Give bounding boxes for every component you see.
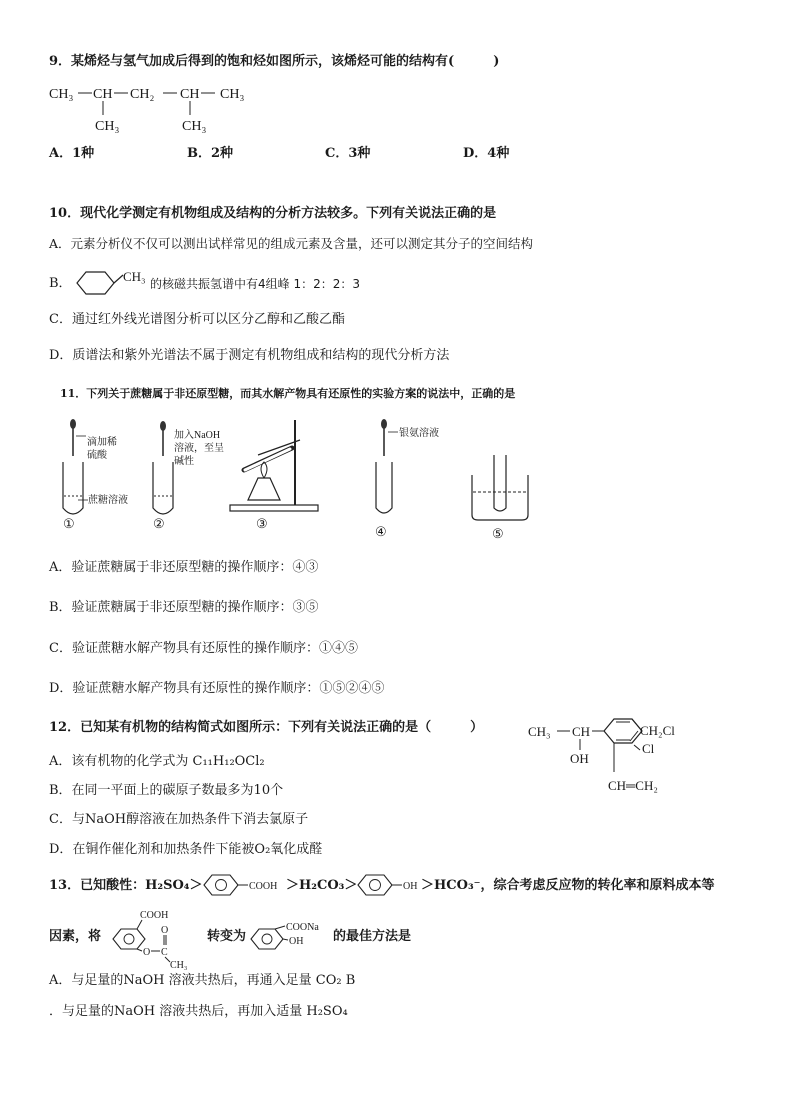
q10-option-d: D．质谱法和紫外光谱法不属于测定有机物组成和结构的现代分析方法 bbox=[49, 348, 450, 363]
q13-line1-part2: ＞H₂CO₃＞ bbox=[286, 878, 358, 893]
q11-option-d: D．验证蔗糖水解产物具有还原性的操作顺序：①⑤②④⑤ bbox=[49, 681, 385, 696]
q12-option-c: C．与NaOH醇溶液在加热条件下消去氯原子 bbox=[49, 812, 309, 827]
q10-stem: 10．现代化学测定有机物组成及结构的分析方法较多。下列有关说法正确的是 bbox=[49, 206, 497, 221]
q12-oh: OH bbox=[570, 751, 589, 766]
cooh-label-1: COOH bbox=[249, 881, 278, 892]
q9-ch2: CH₂ bbox=[130, 87, 155, 102]
label-naoh-2: 溶液，至呈 bbox=[174, 443, 224, 454]
q12-vinyl: CH═CH₂ bbox=[608, 778, 658, 793]
oh-label-2: OH bbox=[289, 936, 304, 947]
num-3: ③ bbox=[256, 516, 268, 531]
q13-option-a: A．与足量的NaOH 溶液共热后，再通入足量 CO₂ B bbox=[49, 973, 356, 988]
q13-line1-part1: 13．已知酸性：H₂SO₄＞ bbox=[49, 878, 203, 893]
label-silver-ammonia: 银氨溶液 bbox=[399, 428, 439, 439]
q9-ch-1: CH bbox=[93, 87, 113, 102]
q10-option-b-prefix: B． bbox=[49, 276, 72, 291]
q10-option-c: C．通过红外线光谱图分析可以区分乙醇和乙酸乙酯 bbox=[49, 312, 345, 327]
q9-option-d: D．4种 bbox=[463, 146, 510, 161]
q9-ch-2: CH bbox=[180, 87, 200, 102]
q9-ch3-right: CH₃ bbox=[220, 87, 245, 102]
q9-option-b: B．2种 bbox=[187, 146, 234, 161]
q12-option-b: B．在同一平面上的碳原子数最多为10个 bbox=[49, 783, 284, 798]
q13-option-b: ．与足量的NaOH 溶液共热后，再加入适量 H₂SO₄ bbox=[49, 1004, 348, 1019]
ester-carbonyl-o: O bbox=[161, 925, 169, 936]
coona-label: COONa bbox=[286, 922, 319, 933]
q9-option-c: C．3种 bbox=[325, 146, 371, 161]
num-4: ④ bbox=[375, 524, 387, 539]
q12-stem: 12．已知某有机物的结构简式如图所示：下列有关说法正确的是（ ） bbox=[49, 720, 484, 735]
ester-o: O bbox=[143, 947, 151, 958]
q12-cl: Cl bbox=[642, 741, 655, 756]
q10-option-a: A．元素分析仪不仅可以测出试样常见的组成元素及含量，还可以测定其分子的空间结构 bbox=[49, 236, 534, 251]
q9-stem: 9．某烯烃与氢气加成后得到的饱和烃如图所示，该烯烃可能的结构有( ) bbox=[49, 54, 500, 69]
q10-option-b-text: 的核磁共振氢谱中有4组峰 1：2：2：3 bbox=[150, 277, 360, 291]
num-1: ① bbox=[63, 516, 75, 531]
q9-sub-ch3-2: CH₃ bbox=[182, 119, 207, 134]
label-dilute-acid-1: 滴加稀 bbox=[87, 437, 117, 448]
cooh-label-2: COOH bbox=[140, 910, 169, 921]
label-naoh-3: 碱性 bbox=[174, 456, 194, 467]
label-sucrose: 蔗糖溶液 bbox=[88, 495, 128, 506]
q13-line1-part3: ＞HCO₃⁻，综合考虑反应物的转化率和原料成本等 bbox=[421, 878, 715, 893]
q9-option-a: A．1种 bbox=[49, 146, 95, 161]
q11-stem: 11．下列关于蔗糖属于非还原型糖，而其水解产物具有还原性的实验方案的说法中，正确的是 bbox=[60, 387, 516, 400]
q11-option-a: A．验证蔗糖属于非还原型糖的操作顺序：④③ bbox=[49, 560, 319, 575]
q13-line2-part2: 转变为 bbox=[207, 929, 247, 944]
oh-label-1: OH bbox=[403, 881, 418, 892]
num-2: ② bbox=[153, 516, 165, 531]
q12-option-a: A．该有机物的化学式为 C₁₁H₁₂OCl₂ bbox=[49, 754, 265, 769]
q11-option-c: C．验证蔗糖水解产物具有还原性的操作顺序：①④⑤ bbox=[49, 641, 358, 656]
q12-ch3: CH₃ bbox=[528, 724, 551, 739]
q12-ch: CH bbox=[572, 724, 591, 739]
ester-c: C bbox=[161, 947, 168, 958]
label-dilute-acid-2: 硫酸 bbox=[87, 450, 107, 461]
q12-ch2cl: CH₂Cl bbox=[640, 723, 675, 738]
q10-ch3-group: CH₃ bbox=[123, 269, 146, 284]
ester-ch3: CH₃ bbox=[170, 960, 188, 971]
q13-line2-part1: 因素，将 bbox=[49, 929, 102, 944]
num-5: ⑤ bbox=[492, 526, 504, 541]
q12-option-d: D．在铜作催化剂和加热条件下能被O₂氧化成醛 bbox=[49, 842, 323, 857]
label-naoh-1: 加入NaOH bbox=[174, 430, 221, 441]
q13-line2-part3: 的最佳方法是 bbox=[333, 929, 412, 944]
q9-ch3-left: CH₃ bbox=[49, 87, 74, 102]
q11-option-b: B．验证蔗糖属于非还原型糖的操作顺序：③⑤ bbox=[49, 600, 319, 615]
q9-sub-ch3-1: CH₃ bbox=[95, 119, 120, 134]
